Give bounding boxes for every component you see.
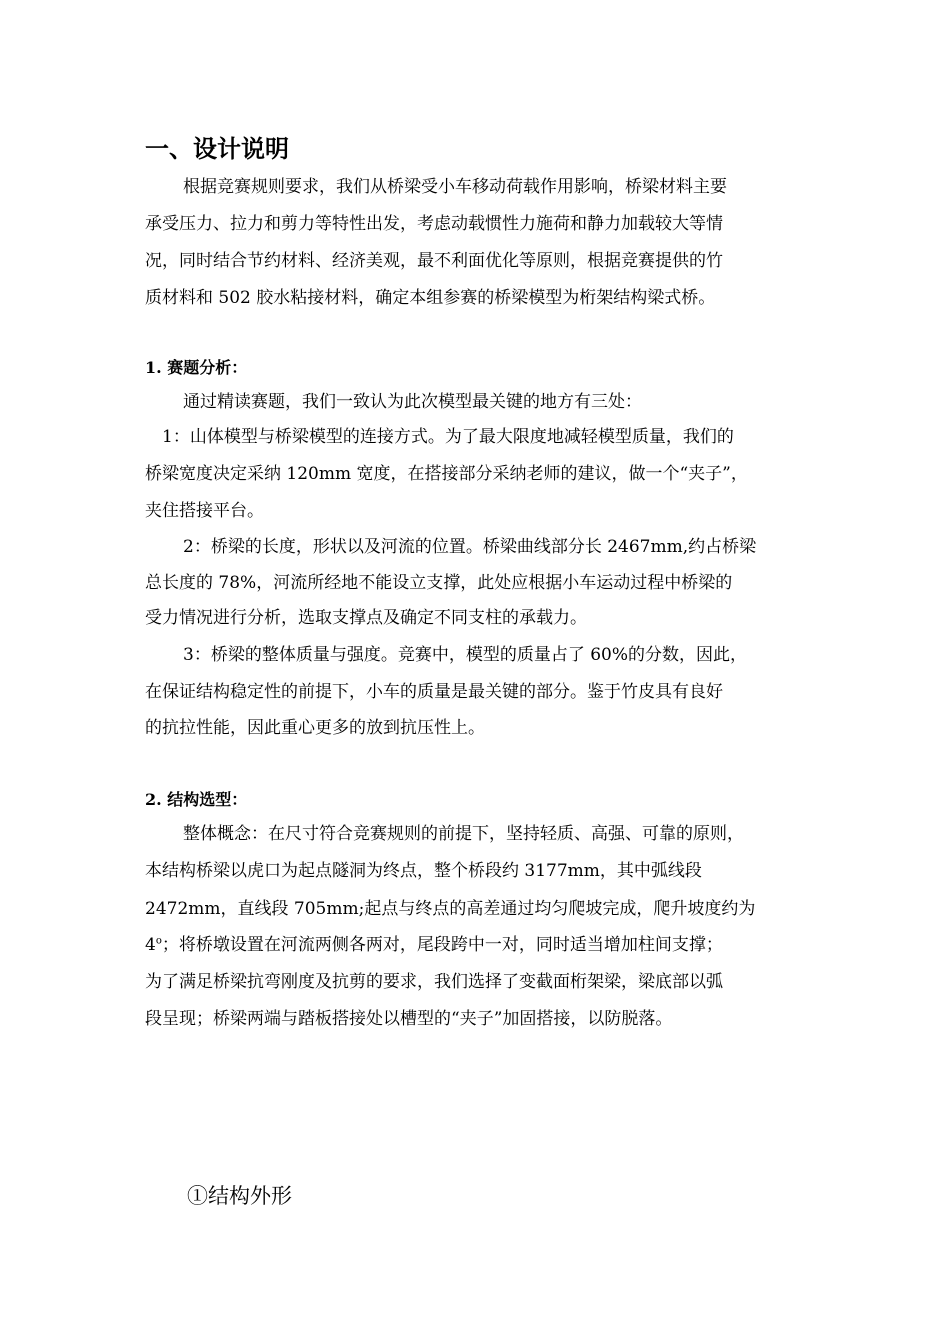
paragraph-line-slope	[145, 933, 723, 957]
paragraph-line: 2：桥梁的长度，形状以及河流的位置。桥梁曲线部分长 2467mm,约占桥梁	[183, 537, 757, 557]
slope-value: 4	[145, 935, 156, 955]
paragraph-line: 承受压力、拉力和剪力等特性出发，考虑动载惯性力施荷和静力加载较大等情	[145, 214, 723, 234]
subsection-title-structure: 2. 结构选型：	[145, 790, 248, 809]
paragraph-line: 整体概念：在尺寸符合竞赛规则的前提下，坚持轻质、高强、可靠的原则，	[183, 824, 744, 844]
paragraph-line: 1：山体模型与桥梁模型的连接方式。为了最大限度地减轻模型质量，我们的	[162, 427, 734, 447]
paragraph-line: 受力情况进行分析，选取支撑点及确定不同支柱的承载力。	[145, 608, 587, 628]
degree-mark: o	[155, 935, 162, 947]
paragraph-line: 根据竞赛规则要求，我们从桥梁受小车移动荷载作用影响，桥梁材料主要	[183, 177, 727, 197]
paragraph-line: 在保证结构稳定性的前提下，小车的质量是最关键的部分。鉴于竹皮具有良好	[145, 682, 723, 702]
paragraph-line: 通过精读赛题，我们一致认为此次模型最关键的地方有三处：	[183, 392, 642, 412]
paragraph-line: 夹住搭接平台。	[145, 501, 264, 521]
paragraph-line: 为了满足桥梁抗弯刚度及抗剪的要求，我们选择了变截面桁架梁，梁底部以弧	[145, 972, 723, 992]
paragraph-line: 本结构桥梁以虎口为起点隧洞为终点，整个桥段约 3177mm，其中弧线段	[145, 861, 702, 881]
section-title: 一、设计说明	[145, 134, 289, 163]
paragraph-line: 总长度的 78%，河流所经地不能设立支撑，此处应根据小车运动过程中桥梁的	[145, 573, 733, 593]
figure-subheading: ①结构外形	[187, 1184, 292, 1208]
paragraph-line: 2472mm，直线段 705mm;起点与终点的高差通过均匀爬坡完成，爬升坡度约为	[145, 899, 756, 919]
paragraph-line: 况，同时结合节约材料、经济美观，最不利面优化等原则，根据竞赛提供的竹	[145, 251, 723, 271]
paragraph-line: 质材料和 502 胶水粘接材料，确定本组参赛的桥梁模型为桁架结构梁式桥。	[145, 288, 716, 308]
subsection-title-analysis: 1. 赛题分析：	[145, 358, 248, 377]
slope-rest: ；将桥墩设置在河流两侧各两对，尾段跨中一对，同时适当增加柱间支撑；	[161, 935, 723, 955]
paragraph-line: 桥梁宽度决定采纳 120mm 宽度，在搭接部分采纳老师的建议，做一个“夹子”，	[145, 464, 748, 484]
paragraph-line: 3：桥梁的整体质量与强度。竞赛中，模型的质量占了 60%的分数，因此，	[183, 645, 748, 665]
paragraph-line: 的抗拉性能，因此重心更多的放到抗压性上。	[145, 718, 485, 738]
paragraph-line: 段呈现；桥梁两端与踏板搭接处以槽型的“夹子”加固搭接，以防脱落。	[145, 1009, 673, 1029]
